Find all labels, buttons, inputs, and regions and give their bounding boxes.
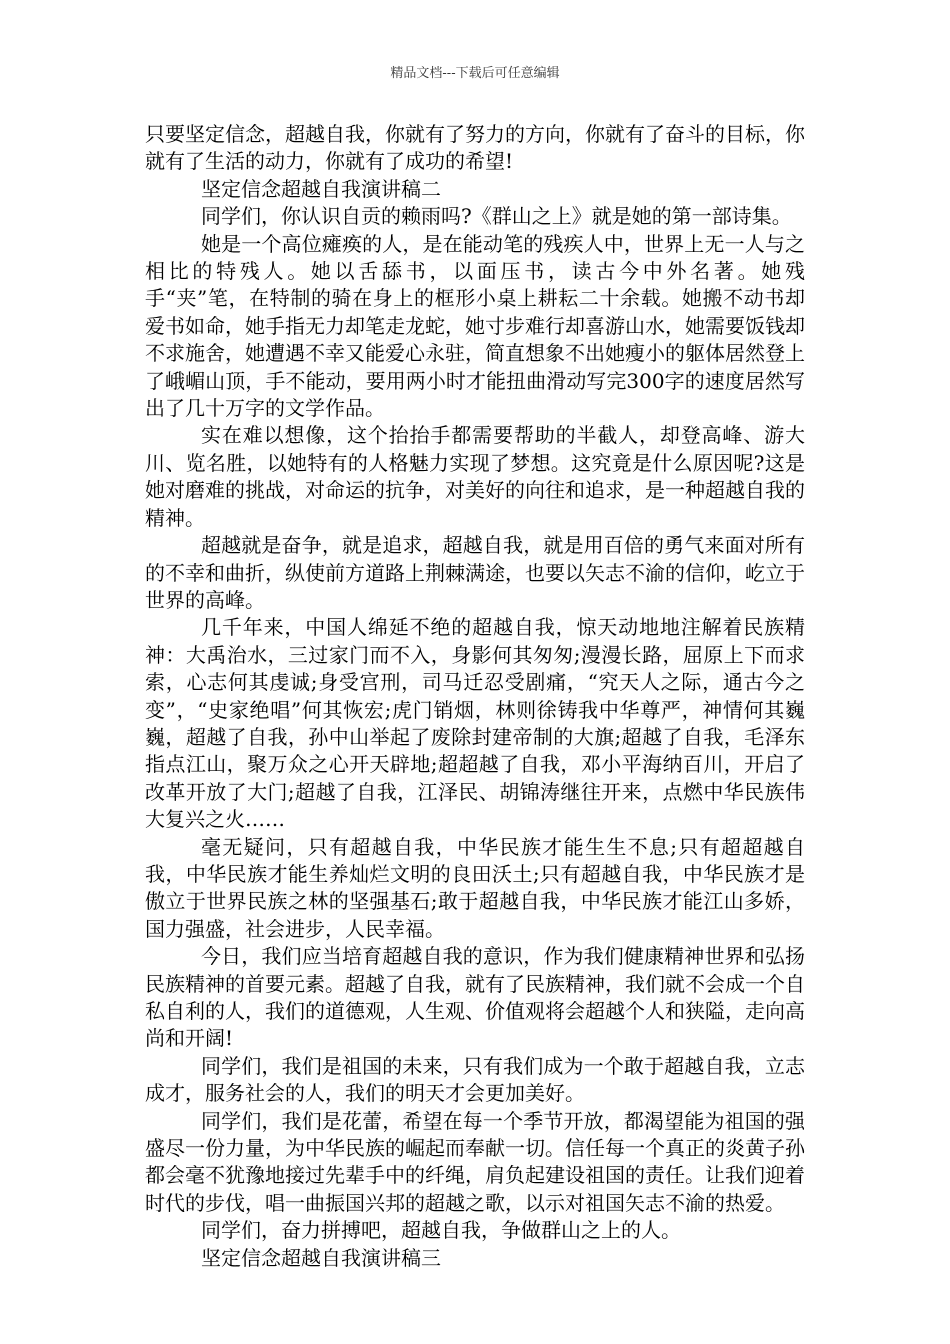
paragraph: 只要坚定信念，超越自我，你就有了努力的方向，你就有了奋斗的目标，你就有了生活的动力，你就有了成功的希望! bbox=[145, 122, 805, 174]
paragraph: 几千年来，中国人绵延不绝的超越自我，惊天动地地注解着民族精神：大禹治水，三过家门而不入，身影何其匆匆;漫漫长路，屈原上下而求索，心志何其虔诚;身受宫刑，司马迁忍受剧痛，“究天人之际，通古今之变”，“史家绝唱”何其恢宏;虎门销烟，林则徐铸我中华尊严，神情何其巍巍，超越了自我，孙中山举起了废除封建帝制的大旗;超越了自我，毛泽东指点江山，聚万众之心开天辟地;超超越了自我，邓小平海纳百川，开启了改革开放了大门;超越了自我，江泽民、胡锦涛继往开来，点燃中华民族伟大复兴之火…… bbox=[145, 615, 805, 832]
paragraph: 同学们，我们是花蕾，希望在每一个季节开放，都渴望能为祖国的强盛尽一份力量，为中华民族的崛起而奉献一切。信任每一个真正的炎黄子孙都会毫不犹豫地接过先辈手中的纤绳，肩负起建设祖国的责任。让我们迎着时代的步伐，唱一曲振国兴邦的超越之歌，以示对祖国矢志不渝的热爱。 bbox=[145, 1108, 805, 1215]
section-heading: 坚定信念超越自我演讲稿二 bbox=[201, 176, 441, 201]
document-body bbox=[145, 121, 805, 1272]
paragraph: 她是一个高位瘫痪的人，是在能动笔的残疾人中，世界上无一人与之相比的特残人。她以舌舔书，以面压书，读古今中外名著。她残手“夹”笔，在特制的骑在身上的框形小桌上耕耘二十余载。她搬不动书却爱书如命，她手指无力却笔走龙蛇，她寸步难行却喜游山水，她需要饭钱却不求施舍，她遭遇不幸又能爱心永驻，简直想象不出她瘦小的躯体居然登上了峨嵋山顶，手不能动，要用两小时才能扭曲滑动写完300字的速度居然写出了几十万字的文学作品。 bbox=[145, 231, 805, 421]
paragraph: 同学们，你认识自贡的赖雨吗?《群山之上》就是她的第一部诗集。 bbox=[201, 204, 792, 229]
paragraph: 今日，我们应当培育超越自我的意识，作为我们健康精神世界和弘扬民族精神的首要元素。超越了自我，就有了民族精神，我们就不会成一个自私自利的人，我们的道德观，人生观、价值观将会超越个人和狭隘，走向高尚和开阔! bbox=[145, 944, 805, 1051]
page-header: 精品文档---下载后可任意编辑 bbox=[390, 66, 560, 81]
paragraph: 超越就是奋争，就是追求，超越自我，就是用百倍的勇气来面对所有的不幸和曲折，纵使前方道路上荆棘满途，也要以矢志不渝的信仰，屹立于世界的高峰。 bbox=[145, 533, 805, 612]
paragraph: 实在难以想像，这个抬抬手都需要帮助的半截人，却登高峰、游大川、览名胜，以她特有的人格魅力实现了梦想。这究竟是什么原因呢?这是她对磨难的挑战，对命运的抗争，对美好的向往和追求，是一种超越自我的精神。 bbox=[145, 423, 805, 530]
section-heading: 坚定信念超越自我演讲稿三 bbox=[201, 1245, 441, 1270]
paragraph: 毫无疑问，只有超越自我，中华民族才能生生不息;只有超超越自我，中华民族才能生养灿烂文明的良田沃土;只有超越自我，中华民族才是傲立于世界民族之林的坚强基石;敢于超越自我，中华民族才能江山多娇，国力强盛，社会进步，人民幸福。 bbox=[145, 834, 805, 941]
paragraph: 同学们，奋力拼搏吧，超越自我，争做群山之上的人。 bbox=[201, 1218, 681, 1243]
paragraph: 同学们，我们是祖国的未来，只有我们成为一个敢于超越自我，立志成才，服务社会的人，我们的明天才会更加美好。 bbox=[145, 1053, 805, 1106]
